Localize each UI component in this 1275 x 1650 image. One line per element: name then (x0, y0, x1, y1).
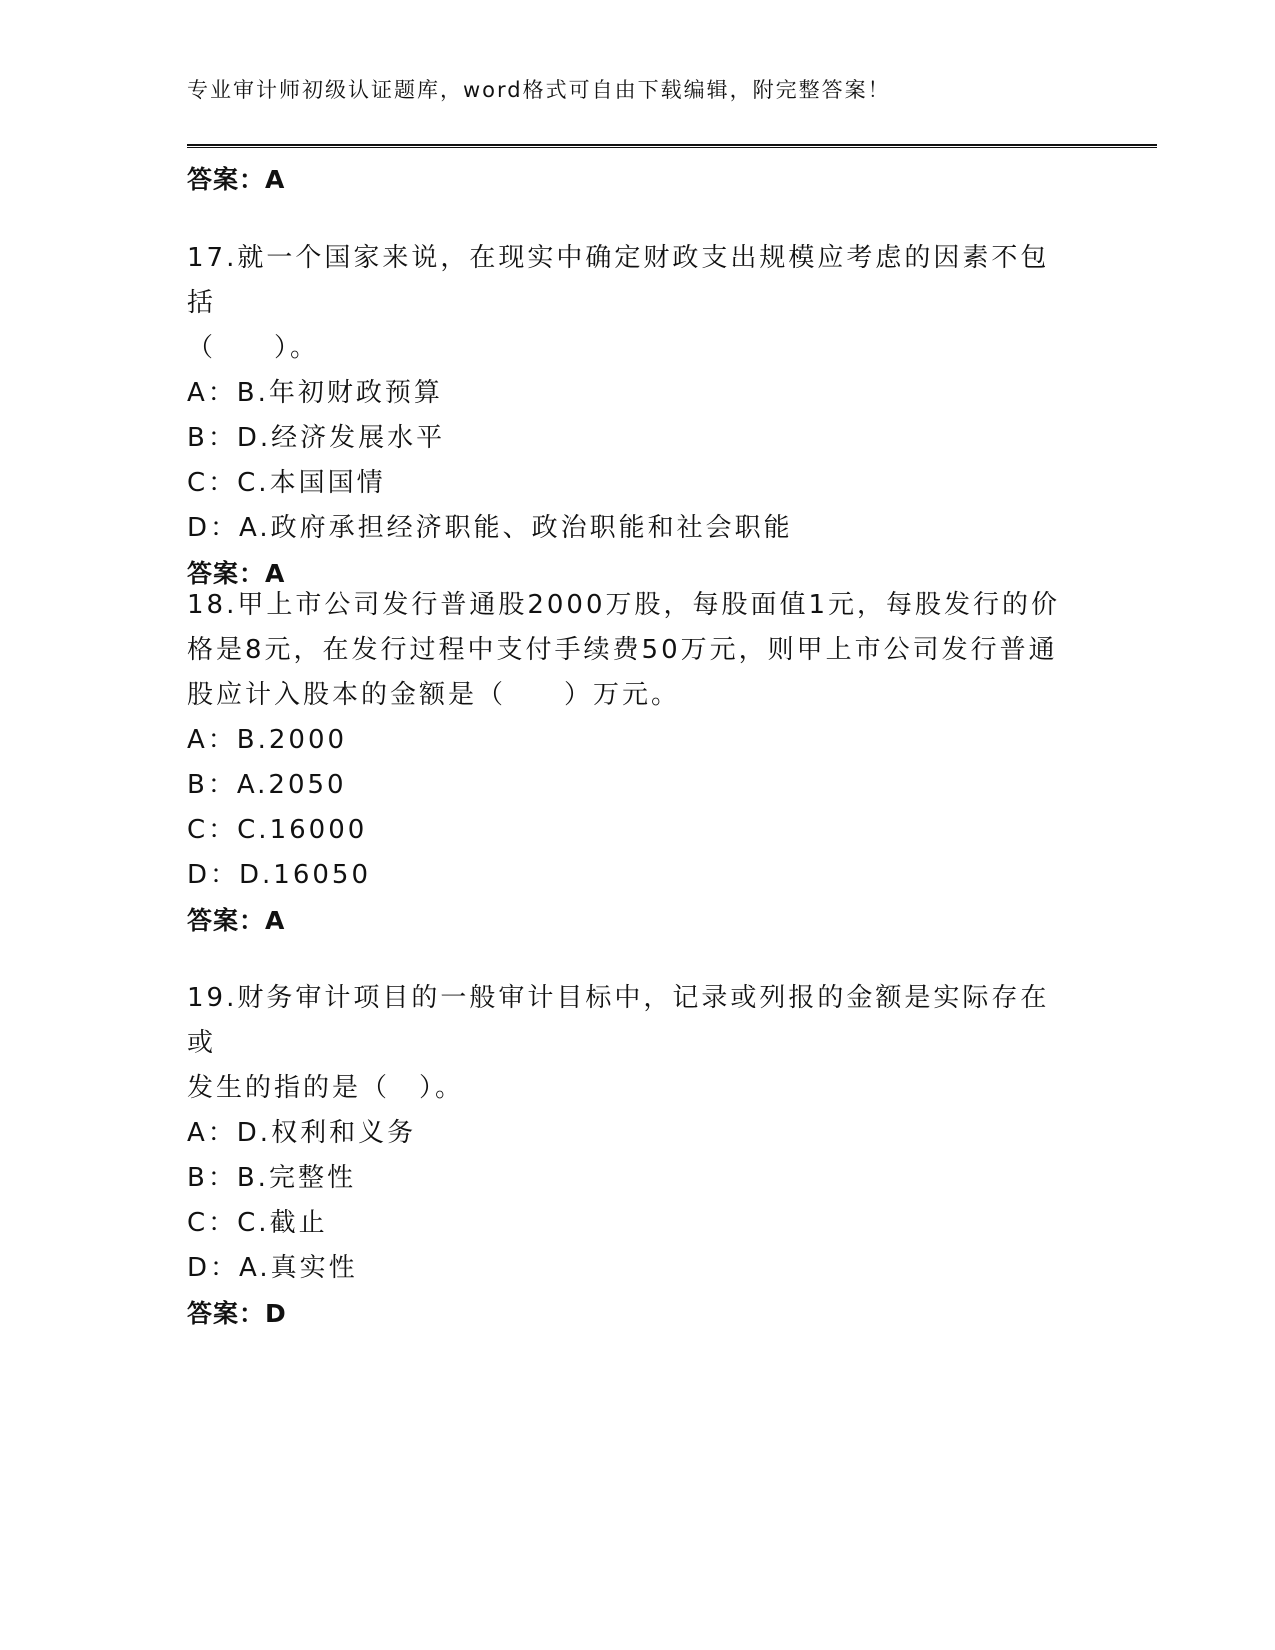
question-stem: 格是8元，在发行过程中支付手续费50万元，则甲上市公司发行普通 (187, 635, 1058, 665)
option-a: A：B.年初财政预算 (187, 378, 443, 408)
option-c: C：C.16000 (187, 815, 368, 845)
page-header: 专业审计师初级认证题库，word格式可自由下载编辑，附完整答案！ (187, 78, 891, 102)
answer: 答案：A (187, 906, 286, 935)
answer: 答案：D (187, 1299, 287, 1328)
question-stem: 股应计入股本的金额是（ ）万元。 (187, 680, 681, 710)
question-18 (187, 583, 1067, 943)
question-stem: 18.甲上市公司发行普通股2000万股，每股面值1元，每股发行的价 (187, 590, 1061, 620)
option-c: C：C.本国国情 (187, 468, 386, 498)
question-17 (187, 236, 1067, 596)
option-a: A：D.权利和义务 (187, 1118, 417, 1148)
question-stem: 发生的指的是（ ）。 (187, 1073, 465, 1103)
question-19 (187, 976, 1067, 1336)
option-a: A：B.2000 (187, 725, 348, 755)
option-b: B：A.2050 (187, 770, 347, 800)
option-c: C：C.截止 (187, 1208, 328, 1238)
answer: 答案：A (187, 559, 286, 588)
question-stem: 17.就一个国家来说，在现实中确定财政支出规模应考虑的因素不包括 (187, 243, 1050, 318)
option-b: B：B.完整性 (187, 1163, 356, 1193)
header-rule (187, 144, 1157, 148)
answer-prev: 答案：A (187, 165, 286, 194)
option-d: D：D.16050 (187, 860, 372, 890)
question-stem: （ ）。 (187, 333, 320, 363)
question-stem: 19.财务审计项目的一般审计目标中，记录或列报的金额是实际存在或 (187, 983, 1050, 1058)
option-d: D：A.真实性 (187, 1253, 358, 1283)
option-b: B：D.经济发展水平 (187, 423, 446, 453)
option-d: D：A.政府承担经济职能、政治职能和社会职能 (187, 513, 793, 543)
